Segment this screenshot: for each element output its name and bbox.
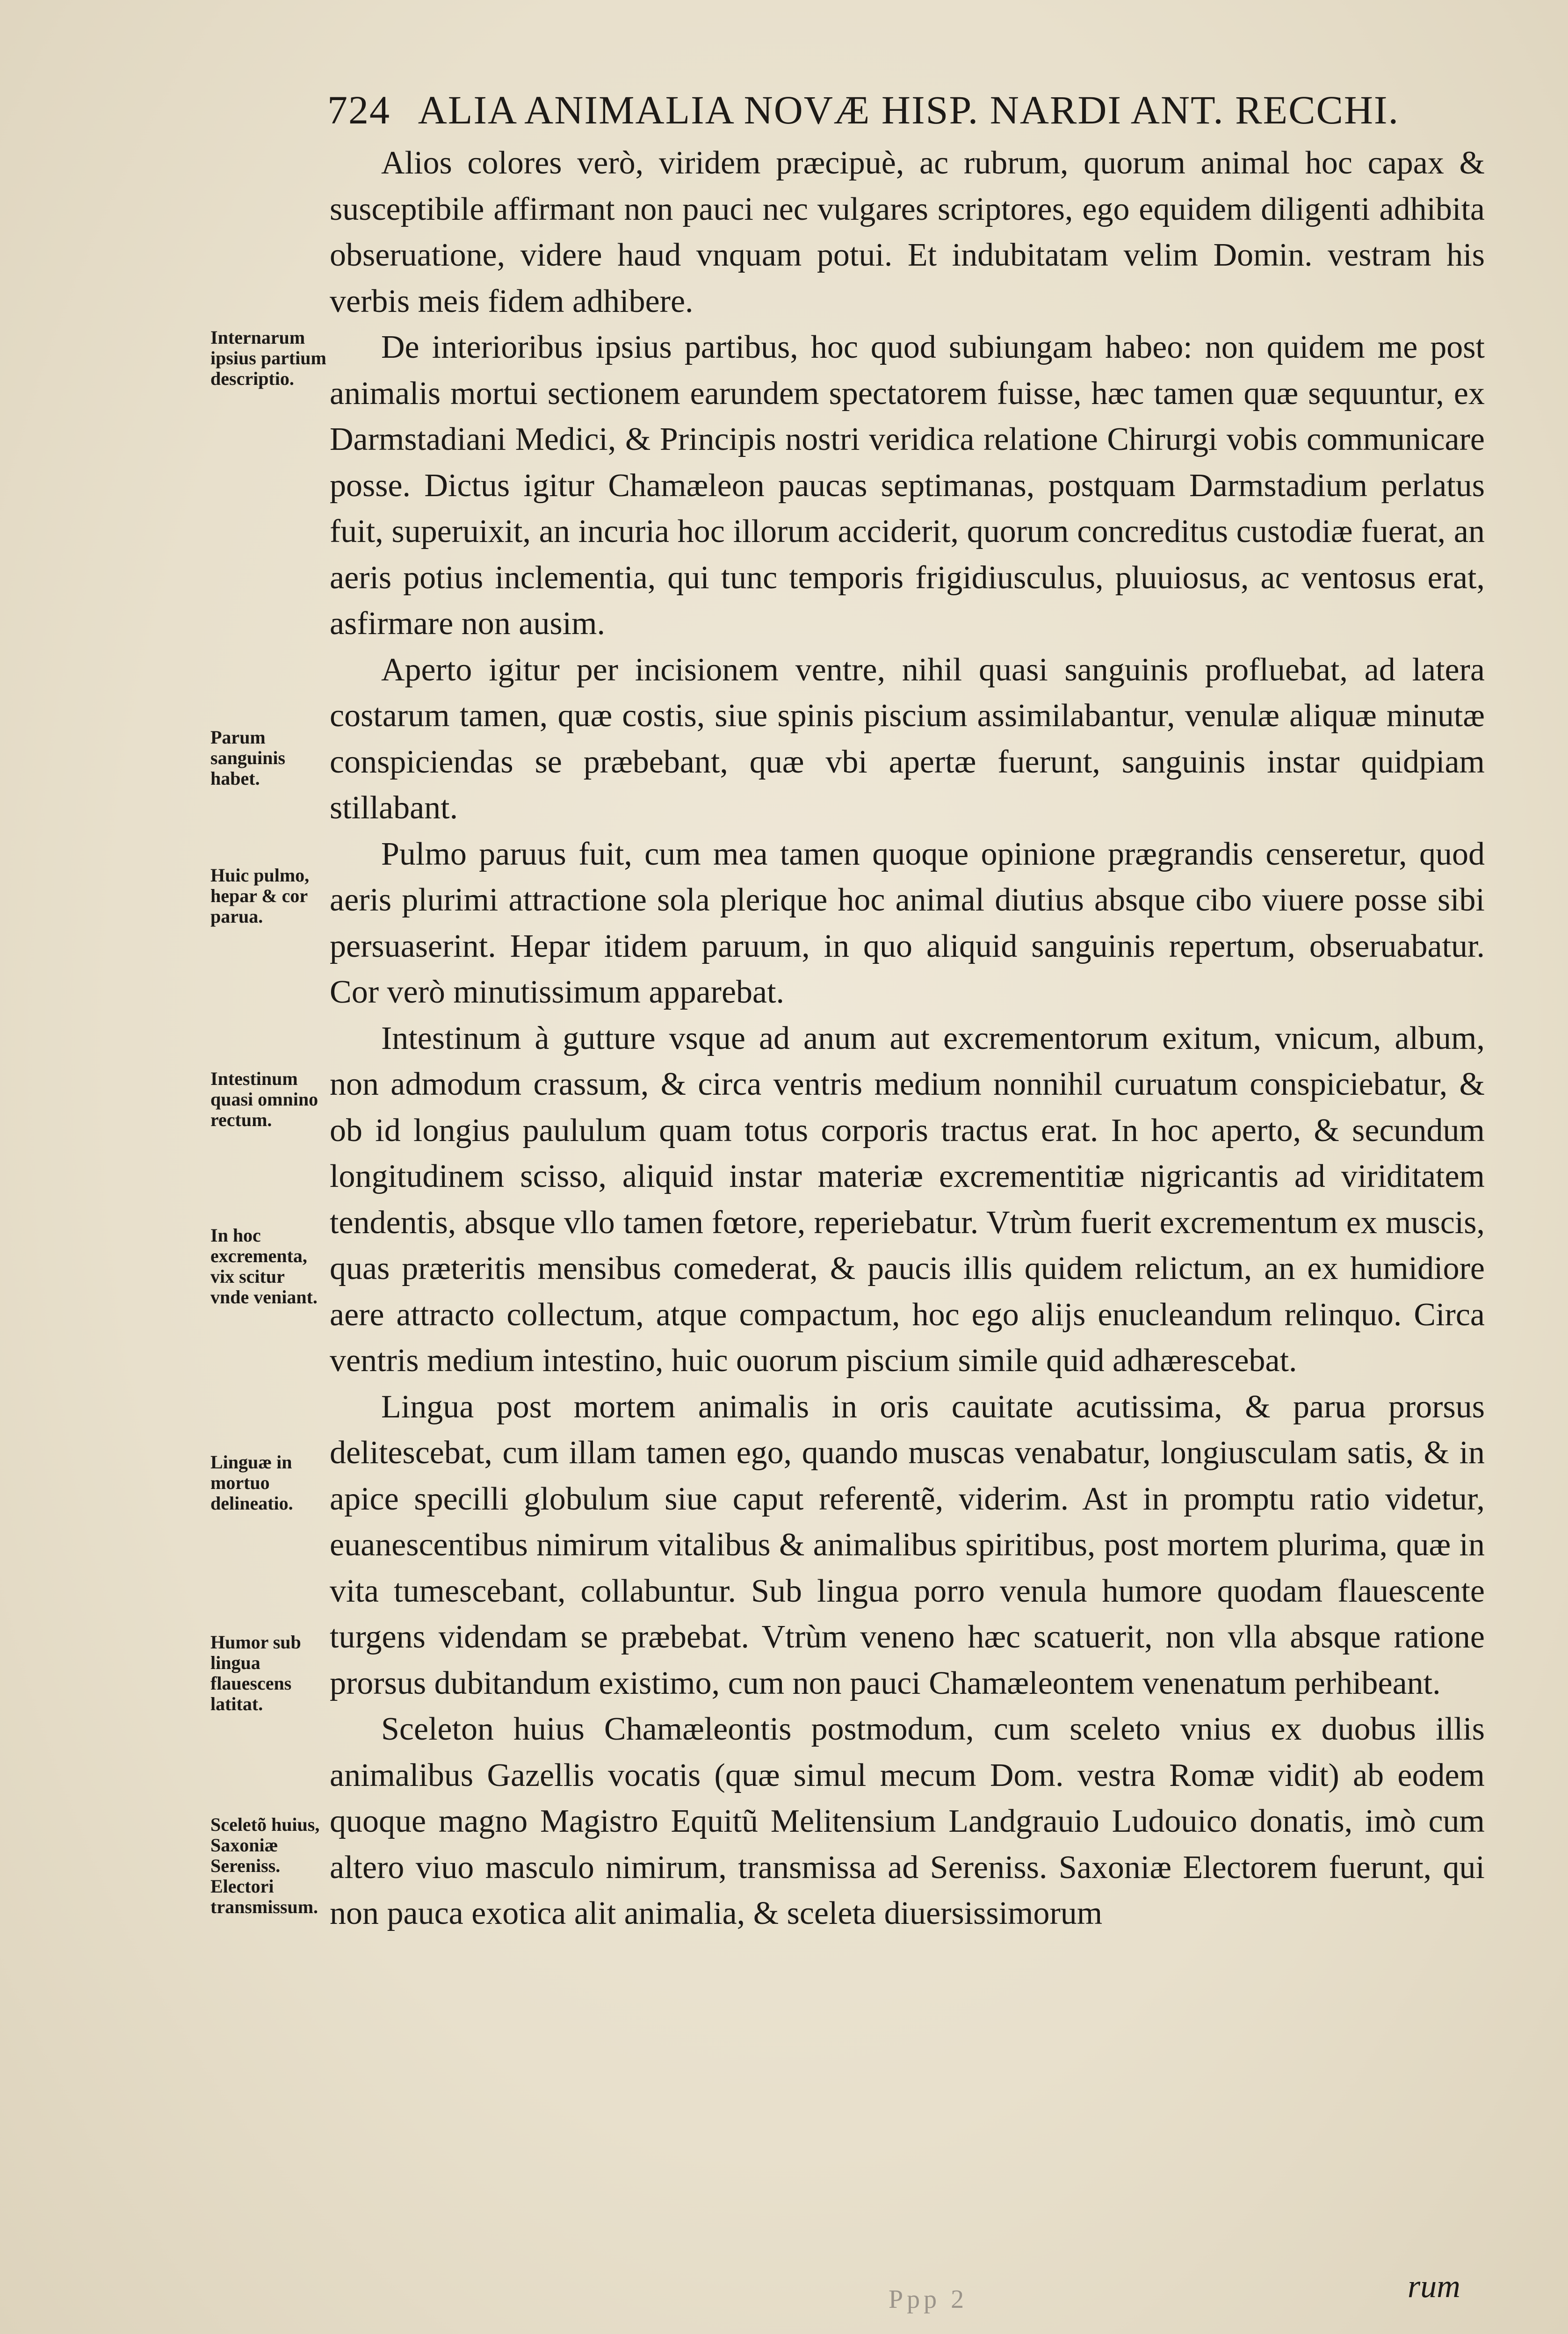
page-number: 724 [327,87,390,132]
marginal-note: Internarum ipsius partium descriptio. [210,327,326,389]
paragraph-colors: Alios colores verò, viridem præcipuè, ac rubrum, quorum animal hoc capax & susceptibile affirmant non pauci nec vulgares scriptores, ego equidem diligenti adhibita obseruatione, videre haud vnquam potui. Et indubitatam velim Domin. vestram his verbis meis fidem adhibere. [330,145,1485,319]
paragraph-interior-parts: De interioribus ipsius partibus, hoc quod subiungam habeo: non quidem me post animalis mortui sectionem earundem spectatorem fuisse, hæc tamen quæ sequuntur, ex Darmstadiani Medici, & Principis nostri veridica relatione Chirurgi vobis communicare posse. Dictus igitur Chamæleon paucas septimanas, postquam Darmstadium perlatus fuit, superuixit, an incuria hoc illorum acciderit, quorum concreditus custodiæ fuerat, an aeris potius inclementia, qui tunc temporis frigidiusculus, pluuiosus, ac ventosus erat, asfirmare non ausim. [330,329,1485,642]
marginal-note: Linguæ in mortuo delineatio. [210,1452,293,1514]
signature-mark: Ppp 2 [889,2285,968,2314]
paragraph-incision: Aperto igitur per incisionem ventre, nihil quasi sanguinis profluebat, ad latera costarum tamen, quæ costis, siue spinis piscium assimilabantur, venulæ aliquæ minutæ conspiciendas se præbebant, quæ vbi apertæ fuerunt, sanguinis instar quidpiam stillabant. [330,651,1485,826]
paragraph-tongue: Lingua post mortem animalis in oris cauitate acutissima, & parua prorsus delitescebat, cum illam tamen ego, quando muscas venabatur, longiusculam satis, & in apice specilli globulum siue caput referentẽ, viderim. Ast in promptu ratio videtur, euanescentibus nimirum vitalibus & animalibus spiritibus, post mortem plurima, quæ in vita tumescebant, collabuntur. Sub lingua porro venula humore quodam flauescente turgens videndam se præbebat. Vtrùm veneno hæc scatuerit, non vlla absque ratione prorsus dubitandum existimo, cum non pauci Chamæleontem venenatum perhibeant. [330,1388,1485,1701]
catchword: rum [1408,2269,1460,2305]
marginal-note: Intestinum quasi omnino rectum. [210,1068,318,1130]
marginal-note: Huic pulmo, hepar & cor parua. [210,865,310,927]
running-head [327,87,1496,133]
marginal-note: Sceletõ huius, Saxoniæ Sereniss. Electori transmissum. [210,1814,320,1917]
marginal-note: Humor sub lingua flauescens latitat. [210,1632,301,1714]
main-text [330,140,1485,1937]
paragraph-intestine: Intestinum à gutture vsque ad anum aut excrementorum exitum, vnicum, album, non admodum crassum, & circa ventris medium nonnihil curuatum conspiciebatur, & ob id longius paululum quam totus corporis tractus erat. In hoc aperto, & secundum longitudinem scisso, aliquid instar materiæ excrementitiæ nigricantis ad viriditatem tendentis, absque vllo tamen fœtore, reperiebatur. Vtrùm fuerit excrementum ex muscis, quas præteritis mensibus comederat, & paucis illis quidem relictum, an ex humidiore aere attracto collectum, atque compactum, hoc ego alijs enucleandum relinquo. Circa ventris medium intestino, huic ouorum piscium simile quid adhærescebat. [330,1020,1485,1379]
marginal-note: In hoc excrementa, vix scitur vnde veniant. [210,1225,318,1308]
paragraph-lungs-liver-heart: Pulmo paruus fuit, cum mea tamen quoque opinione prægrandis censeretur, quod aeris plurimi attractione sola plerique hoc animal diutius absque cibo viuere posse sibi persuaserint. Hepar itidem paruum, in quo aliquid sanguinis repertum, obseruabatur. Cor verò minutissimum apparebat. [330,836,1485,1010]
marginal-note: Parum sanguinis habet. [210,727,286,789]
running-title: ALIA ANIMALIA NOVÆ HISP. NARDI ANT. RECCHI. [418,87,1400,132]
paragraph-skeleton: Sceleton huius Chamæleontis postmodum, cum sceleto vnius ex duobus illis animalibus Gazellis vocatis (quæ simul mecum Dom. vestra Romæ vidit) ab eodem quoque magno Magistro Equitũ Melitensium Landgrauio Ludouico donatis, imò cum altero viuo masculo nimirum, transmissa ad Sereniss. Saxoniæ Electorem fuerunt, qui non pauca exotica alit animalia, & sceleta diuersissimorum [330,1711,1485,1931]
